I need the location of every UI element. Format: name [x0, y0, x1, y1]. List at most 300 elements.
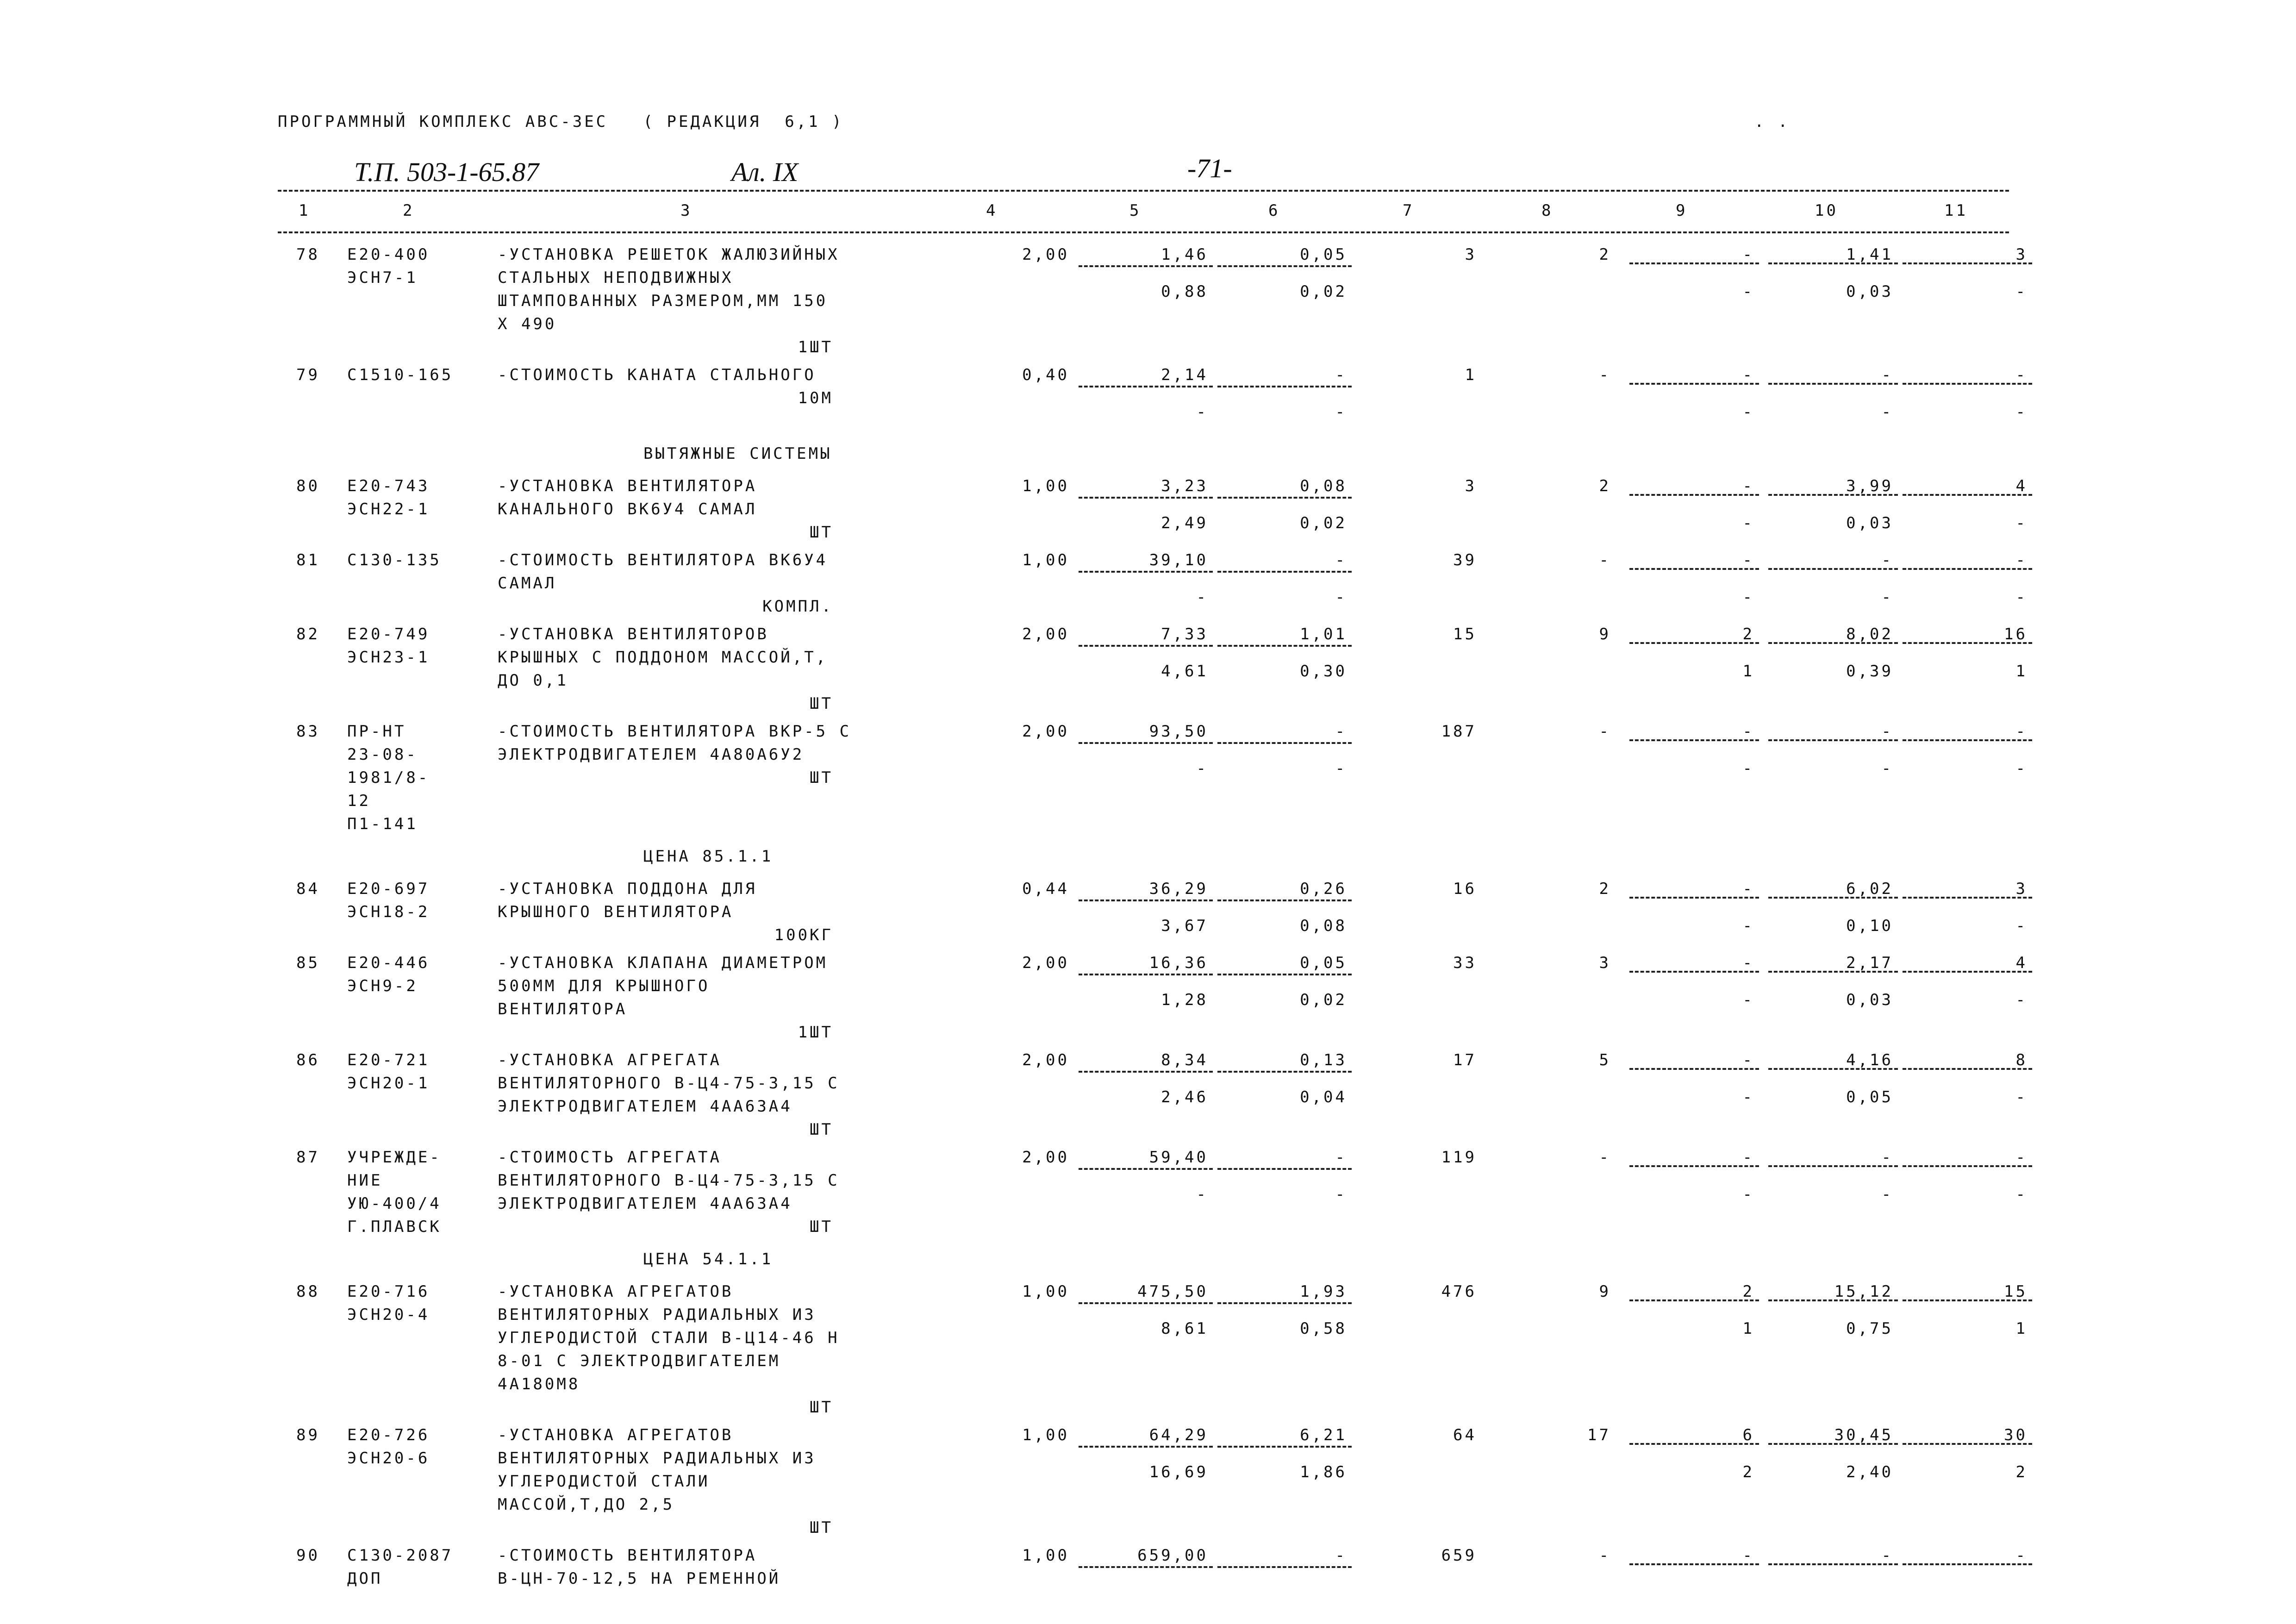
cell-c9: -: [1742, 551, 1754, 569]
work-description: -СТОИМОСТЬ ВЕНТИЛЯТОРА ВКР-5 С: [498, 722, 852, 741]
cell-c8: -: [1599, 1546, 1611, 1565]
cell-c11: 4: [2015, 954, 2028, 972]
cell-c7: 64: [1453, 1426, 1477, 1444]
cell-c7: 3: [1465, 477, 1477, 495]
labor-separator: [1768, 971, 1898, 973]
labor-separator: [1768, 1165, 1898, 1167]
row-number: 78: [296, 245, 320, 264]
unit-label: ШТ: [810, 1518, 833, 1537]
cost-separator: [1079, 1302, 1213, 1304]
cell-c10b: -: [1881, 1185, 1893, 1204]
cell-c11: 16: [2004, 625, 2028, 643]
cell-c9b: -: [1742, 588, 1754, 606]
labor-separator: [1903, 971, 2032, 973]
quantity-value: 2,00: [1022, 1148, 1069, 1167]
cost-separator: [1217, 386, 1352, 387]
header-rule-bottom: [278, 231, 2009, 233]
cell-c10: -: [1881, 722, 1893, 741]
cell-c8: 9: [1599, 625, 1611, 643]
cell-c8: 9: [1599, 1282, 1611, 1301]
cell-c9: -: [1742, 722, 1754, 741]
cell-c9b: -: [1742, 1185, 1754, 1204]
labor-separator: [1768, 1068, 1898, 1070]
cell-c10b: -: [1881, 588, 1893, 606]
cell-c8: 3: [1599, 954, 1611, 972]
row-number: 80: [296, 477, 320, 495]
cell-c7: 187: [1441, 722, 1477, 741]
cell-c10b: -: [1881, 759, 1893, 778]
cell-c5b: -: [1196, 759, 1208, 778]
cell-c8: 2: [1599, 245, 1611, 264]
cell-c10: 2,17: [1846, 954, 1893, 972]
labor-separator: [1629, 1165, 1759, 1167]
cell-c6: 0,13: [1300, 1051, 1347, 1069]
cell-c11b: -: [2015, 588, 2028, 606]
labor-separator: [1629, 1443, 1759, 1445]
section-heading: ЦЕНА 54.1.1: [643, 1250, 774, 1268]
cost-separator: [1217, 497, 1352, 499]
work-description: -УСТАНОВКА ВЕНТИЛЯТОРА: [498, 477, 757, 495]
cell-c10: -: [1881, 1546, 1893, 1565]
labor-separator: [1903, 1068, 2032, 1070]
cell-c8: 2: [1599, 477, 1611, 495]
cell-c10b: 0,03: [1846, 514, 1893, 532]
estimate-code: УЧРЕЖДЕ-: [347, 1148, 442, 1167]
cell-c9: -: [1742, 245, 1754, 264]
cell-c6: 6,21: [1300, 1426, 1347, 1444]
cell-c5: 475,50: [1137, 1282, 1208, 1301]
cell-c11b: 2: [2015, 1463, 2028, 1481]
cell-c9b: -: [1742, 403, 1754, 421]
cell-c5: 1,46: [1161, 245, 1208, 264]
cell-c6b: -: [1335, 588, 1347, 606]
album-number: Ал. IX: [731, 157, 799, 187]
labor-separator: [1629, 739, 1759, 741]
row-number: 81: [296, 551, 320, 569]
work-description: УГЛЕРОДИСТОЙ СТАЛИ: [498, 1472, 710, 1491]
labor-separator: [1629, 262, 1759, 264]
unit-label: 10М: [798, 389, 833, 407]
labor-separator: [1629, 897, 1759, 899]
cell-c5b: -: [1196, 588, 1208, 606]
cell-c5: 64,29: [1149, 1426, 1208, 1444]
estimate-code: ДОП: [347, 1569, 383, 1588]
cell-c7: 119: [1441, 1148, 1477, 1167]
work-description: -УСТАНОВКА РЕШЕТОК ЖАЛЮЗИЙНЫХ: [498, 245, 840, 264]
row-number: 87: [296, 1148, 320, 1167]
estimate-code: С1510-165: [347, 366, 454, 384]
column-header-7: 7: [1403, 201, 1415, 220]
estimate-code: ЭСН7-1: [347, 269, 418, 287]
estimate-code: ЭСН18-2: [347, 903, 430, 921]
cell-c10: 3,99: [1846, 477, 1893, 495]
corner-mark: . .: [1754, 112, 1790, 131]
labor-separator: [1903, 494, 2032, 496]
work-description: 500ММ ДЛЯ КРЫШНОГО: [498, 977, 710, 995]
cell-c9: -: [1742, 880, 1754, 898]
cost-separator: [1217, 974, 1352, 975]
cell-c6b: -: [1335, 1185, 1347, 1204]
cell-c11b: -: [2015, 1185, 2028, 1204]
cell-c5b: 2,46: [1161, 1088, 1208, 1106]
estimate-code: С130-135: [347, 551, 442, 569]
quantity-value: 2,00: [1022, 1051, 1069, 1069]
quantity-value: 1,00: [1022, 1426, 1069, 1444]
estimate-code: Е20-697: [347, 880, 430, 898]
labor-separator: [1903, 1443, 2032, 1445]
cell-c6: 0,05: [1300, 954, 1347, 972]
work-description: САМАЛ: [498, 574, 557, 593]
labor-separator: [1629, 971, 1759, 973]
row-number: 84: [296, 880, 320, 898]
work-description: ДО 0,1: [498, 671, 568, 690]
labor-separator: [1768, 642, 1898, 644]
cell-c5: 8,34: [1161, 1051, 1208, 1069]
cell-c11: -: [2015, 1148, 2028, 1167]
cell-c10: 15,12: [1834, 1282, 1893, 1301]
labor-separator: [1903, 262, 2032, 264]
cost-separator: [1217, 899, 1352, 901]
unit-label: 1ШТ: [798, 338, 833, 356]
row-number: 85: [296, 954, 320, 972]
quantity-value: 2,00: [1022, 722, 1069, 741]
labor-separator: [1768, 568, 1898, 570]
cost-separator: [1079, 497, 1213, 499]
cell-c11b: 1: [2015, 1319, 2028, 1338]
quantity-value: 1,00: [1022, 551, 1069, 569]
work-description: -СТОИМОСТЬ ВЕНТИЛЯТОРА ВК6У4: [498, 551, 828, 569]
cell-c7: 16: [1453, 880, 1477, 898]
cell-c7: 3: [1465, 245, 1477, 264]
cell-c6: -: [1335, 1546, 1347, 1565]
cell-c11: 3: [2015, 880, 2028, 898]
cell-c9b: -: [1742, 514, 1754, 532]
labor-separator: [1903, 568, 2032, 570]
cell-c8: 5: [1599, 1051, 1611, 1069]
cell-c7: 476: [1441, 1282, 1477, 1301]
section-heading: ВЫТЯЖНЫЕ СИСТЕМЫ: [643, 444, 832, 463]
cell-c9: -: [1742, 1546, 1754, 1565]
cell-c9b: 1: [1742, 662, 1754, 681]
unit-label: ШТ: [810, 523, 833, 542]
cell-c9b: 2: [1742, 1463, 1754, 1481]
cell-c9: -: [1742, 1051, 1754, 1069]
cell-c6b: 0,58: [1300, 1319, 1347, 1338]
row-number: 86: [296, 1051, 320, 1069]
column-header-4: 4: [986, 201, 998, 220]
column-header-3: 3: [680, 201, 693, 220]
cell-c10b: 0,10: [1846, 917, 1893, 935]
cell-c9: 6: [1742, 1426, 1754, 1444]
estimate-code: Е20-446: [347, 954, 430, 972]
cell-c8: 17: [1587, 1426, 1611, 1444]
cell-c5b: -: [1196, 403, 1208, 421]
cost-separator: [1217, 571, 1352, 573]
column-header-1: 1: [299, 201, 311, 220]
estimate-code: Е20-743: [347, 477, 430, 495]
column-header-5: 5: [1129, 201, 1142, 220]
labor-separator: [1903, 642, 2032, 644]
cell-c8: -: [1599, 1148, 1611, 1167]
labor-separator: [1903, 383, 2032, 385]
cell-c7: 659: [1441, 1546, 1477, 1565]
quantity-value: 2,00: [1022, 245, 1069, 264]
cost-separator: [1079, 645, 1213, 647]
work-description: ЭЛЕКТРОДВИГАТЕЛЕМ 4АА63А4: [498, 1194, 792, 1213]
cell-c11: -: [2015, 366, 2028, 384]
work-description: ВЕНТИЛЯТОРНОГО В-Ц4-75-3,15 С: [498, 1074, 840, 1093]
labor-separator: [1903, 1165, 2032, 1167]
unit-label: ШТ: [810, 1398, 833, 1417]
cost-separator: [1079, 1071, 1213, 1073]
estimate-code: С130-2087: [347, 1546, 454, 1565]
cell-c11b: -: [2015, 1088, 2028, 1106]
cell-c6b: 1,86: [1300, 1463, 1347, 1481]
work-description: ШТАМПОВАННЫХ РАЗМЕРОМ,ММ 150: [498, 292, 828, 310]
work-description: ВЕНТИЛЯТОРНОГО В-Ц4-75-3,15 С: [498, 1171, 840, 1190]
unit-label: ШТ: [810, 1120, 833, 1139]
cell-c5b: 16,69: [1149, 1463, 1208, 1481]
cell-c11b: 1: [2015, 662, 2028, 681]
cell-c11b: -: [2015, 991, 2028, 1009]
cell-c5b: 4,61: [1161, 662, 1208, 681]
labor-separator: [1768, 1299, 1898, 1301]
cell-c9: 2: [1742, 625, 1754, 643]
estimate-code: ЭСН20-4: [347, 1305, 430, 1324]
cost-separator: [1079, 386, 1213, 387]
cost-separator: [1079, 974, 1213, 975]
cell-c10: -: [1881, 1148, 1893, 1167]
estimate-code: ЭСН22-1: [347, 500, 430, 518]
row-number: 90: [296, 1546, 320, 1565]
cell-c7: 33: [1453, 954, 1477, 972]
estimate-code: ЭСН20-1: [347, 1074, 430, 1093]
cost-separator: [1079, 742, 1213, 744]
estimate-code: Е20-400: [347, 245, 430, 264]
cell-c5b: 3,67: [1161, 917, 1208, 935]
row-number: 83: [296, 722, 320, 741]
cell-c10: 6,02: [1846, 880, 1893, 898]
work-description: 8-01 С ЭЛЕКТРОДВИГАТЕЛЕМ: [498, 1352, 781, 1370]
cell-c10b: -: [1881, 403, 1893, 421]
estimate-code: Е20-716: [347, 1282, 430, 1301]
cell-c9: -: [1742, 477, 1754, 495]
unit-label: ШТ: [810, 768, 833, 787]
cell-c5: 16,36: [1149, 954, 1208, 972]
work-description: -УСТАНОВКА АГРЕГАТА: [498, 1051, 722, 1069]
labor-separator: [1768, 739, 1898, 741]
cost-separator: [1217, 265, 1352, 267]
work-description: -УСТАНОВКА ПОДДОНА ДЛЯ: [498, 880, 757, 898]
cell-c11b: -: [2015, 917, 2028, 935]
cell-c8: -: [1599, 722, 1611, 741]
section-heading: ЦЕНА 85.1.1: [643, 847, 774, 866]
cell-c11b: -: [2015, 282, 2028, 301]
cell-c5b: -: [1196, 1185, 1208, 1204]
work-description: -УСТАНОВКА АГРЕГАТОВ: [498, 1282, 734, 1301]
page-number: -71-: [1187, 153, 1232, 183]
cell-c8: -: [1599, 366, 1611, 384]
cell-c10: 4,16: [1846, 1051, 1893, 1069]
cell-c6b: 0,30: [1300, 662, 1347, 681]
document-code: Т.П. 503-1-65.87: [354, 157, 539, 187]
estimate-code: Е20-721: [347, 1051, 430, 1069]
cell-c11b: -: [2015, 403, 2028, 421]
cost-separator: [1217, 645, 1352, 647]
quantity-value: 0,40: [1022, 366, 1069, 384]
cell-c10b: 0,05: [1846, 1088, 1893, 1106]
labor-separator: [1629, 1299, 1759, 1301]
unit-label: 1ШТ: [798, 1023, 833, 1042]
labor-separator: [1768, 262, 1898, 264]
cost-separator: [1217, 1168, 1352, 1170]
cost-separator: [1217, 742, 1352, 744]
labor-separator: [1768, 383, 1898, 385]
unit-label: 100КГ: [774, 926, 833, 944]
row-number: 79: [296, 366, 320, 384]
labor-separator: [1903, 739, 2032, 741]
column-header-9: 9: [1676, 201, 1688, 220]
cell-c7: 39: [1453, 551, 1477, 569]
estimate-code: ЭСН9-2: [347, 977, 418, 995]
quantity-value: 2,00: [1022, 625, 1069, 643]
cell-c6: 1,93: [1300, 1282, 1347, 1301]
estimate-code: 1981/8-: [347, 768, 430, 787]
work-description: КАНАЛЬНОГО ВК6У4 САМАЛ: [498, 500, 757, 518]
unit-label: ШТ: [810, 694, 833, 713]
cell-c10b: 0,39: [1846, 662, 1893, 681]
cell-c6: 0,26: [1300, 880, 1347, 898]
cell-c6b: 0,02: [1300, 514, 1347, 532]
cell-c9b: -: [1742, 917, 1754, 935]
cell-c9: -: [1742, 1148, 1754, 1167]
estimate-code: ЭСН20-6: [347, 1449, 430, 1468]
cost-separator: [1079, 571, 1213, 573]
work-description: -СТОИМОСТЬ ВЕНТИЛЯТОРА: [498, 1546, 757, 1565]
column-header-11: 11: [1944, 201, 1968, 220]
labor-separator: [1629, 494, 1759, 496]
cell-c9b: -: [1742, 759, 1754, 778]
work-description: ВЕНТИЛЯТОРНЫХ РАДИАЛЬНЫХ ИЗ: [498, 1449, 816, 1468]
cell-c11: 3: [2015, 245, 2028, 264]
header-rule-top: [278, 190, 2009, 192]
work-description: -УСТАНОВКА ВЕНТИЛЯТОРОВ: [498, 625, 769, 643]
labor-separator: [1768, 494, 1898, 496]
estimate-code: Г.ПЛАВСК: [347, 1218, 442, 1236]
cell-c6b: -: [1335, 759, 1347, 778]
quantity-value: 2,00: [1022, 954, 1069, 972]
work-description: ЭЛЕКТРОДВИГАТЕЛЕМ 4А80А6У2: [498, 745, 805, 764]
labor-separator: [1768, 1563, 1898, 1565]
cost-separator: [1079, 1168, 1213, 1170]
cell-c7: 1: [1465, 366, 1477, 384]
cell-c10: 30,45: [1834, 1426, 1893, 1444]
cell-c7: 17: [1453, 1051, 1477, 1069]
cell-c9b: -: [1742, 282, 1754, 301]
cell-c9b: -: [1742, 991, 1754, 1009]
cell-c5b: 1,28: [1161, 991, 1208, 1009]
cell-c6b: 0,02: [1300, 282, 1347, 301]
cell-c10b: 0,75: [1846, 1319, 1893, 1338]
labor-separator: [1903, 897, 2032, 899]
labor-separator: [1768, 897, 1898, 899]
cell-c10b: 0,03: [1846, 282, 1893, 301]
quantity-value: 0,44: [1022, 880, 1069, 898]
estimate-code: Е20-726: [347, 1426, 430, 1444]
work-description: -СТОИМОСТЬ КАНАТА СТАЛЬНОГО: [498, 366, 816, 384]
cost-separator: [1079, 899, 1213, 901]
labor-separator: [1629, 568, 1759, 570]
cell-c11: 15: [2004, 1282, 2028, 1301]
cell-c6b: -: [1335, 403, 1347, 421]
cell-c6: -: [1335, 551, 1347, 569]
cell-c5: 59,40: [1149, 1148, 1208, 1167]
cell-c5: 36,29: [1149, 880, 1208, 898]
cell-c11: -: [2015, 1546, 2028, 1565]
quantity-value: 1,00: [1022, 477, 1069, 495]
cell-c6: -: [1335, 1148, 1347, 1167]
cell-c5: 659,00: [1137, 1546, 1208, 1565]
work-description: СТАЛЬНЫХ НЕПОДВИЖНЫХ: [498, 269, 734, 287]
cell-c6: 0,05: [1300, 245, 1347, 264]
cell-c11b: -: [2015, 759, 2028, 778]
cell-c6: 1,01: [1300, 625, 1347, 643]
cost-separator: [1079, 265, 1213, 267]
column-header-2: 2: [403, 201, 415, 220]
cell-c8: -: [1599, 551, 1611, 569]
work-description: МАССОЙ,Т,ДО 2,5: [498, 1495, 675, 1514]
cell-c5: 39,10: [1149, 551, 1208, 569]
cost-separator: [1217, 1302, 1352, 1304]
cost-separator: [1079, 1566, 1213, 1568]
work-description: -СТОИМОСТЬ АГРЕГАТА: [498, 1148, 722, 1167]
cell-c6: -: [1335, 722, 1347, 741]
column-header-10: 10: [1815, 201, 1838, 220]
cost-separator: [1079, 1446, 1213, 1448]
labor-separator: [1768, 1443, 1898, 1445]
estimate-code: Е20-749: [347, 625, 430, 643]
cell-c11: -: [2015, 551, 2028, 569]
column-header-8: 8: [1541, 201, 1554, 220]
row-number: 89: [296, 1426, 320, 1444]
work-description: ЭЛЕКТРОДВИГАТЕЛЕМ 4АА63А4: [498, 1097, 792, 1116]
cell-c9b: -: [1742, 1088, 1754, 1106]
cell-c11: 8: [2015, 1051, 2028, 1069]
cell-c11: -: [2015, 722, 2028, 741]
work-description: -УСТАНОВКА АГРЕГАТОВ: [498, 1426, 734, 1444]
cell-c10b: 0,03: [1846, 991, 1893, 1009]
work-description: КРЫШНЫХ С ПОДДОНОМ МАССОЙ,Т,: [498, 648, 828, 667]
cell-c11: 30: [2004, 1426, 2028, 1444]
quantity-value: 1,00: [1022, 1282, 1069, 1301]
column-header-6: 6: [1268, 201, 1280, 220]
cell-c5: 7,33: [1161, 625, 1208, 643]
cost-separator: [1217, 1446, 1352, 1448]
cell-c10: 8,02: [1846, 625, 1893, 643]
estimate-code: ПР-НТ: [347, 722, 406, 741]
work-description: Х 490: [498, 315, 557, 333]
labor-separator: [1629, 1563, 1759, 1565]
cost-separator: [1217, 1071, 1352, 1073]
work-description: ВЕНТИЛЯТОРА: [498, 1000, 628, 1018]
labor-separator: [1629, 642, 1759, 644]
program-header: ПРОГРАММНЫЙ КОМПЛЕКС АВС-3ЕС ( РЕДАКЦИЯ 6,1 ): [278, 112, 844, 131]
cell-c5: 93,50: [1149, 722, 1208, 741]
cell-c6b: 0,04: [1300, 1088, 1347, 1106]
cell-c10b: 2,40: [1846, 1463, 1893, 1481]
cell-c6b: 0,08: [1300, 917, 1347, 935]
cell-c11b: -: [2015, 514, 2028, 532]
